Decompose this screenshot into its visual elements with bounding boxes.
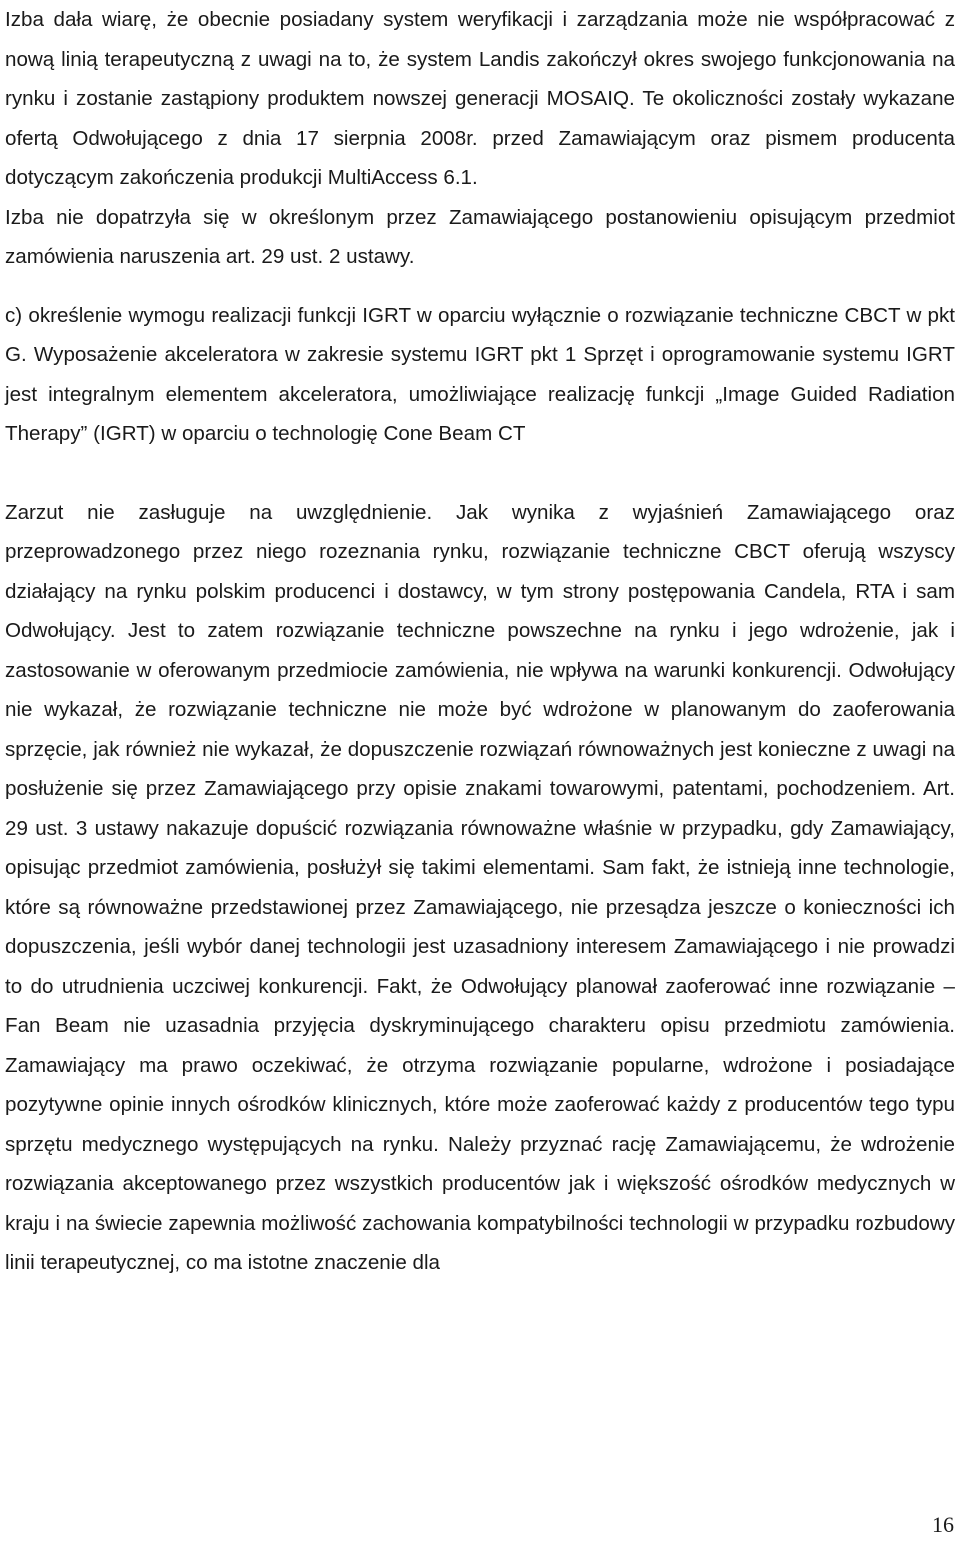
paragraph-art-29-ust-2: Izba nie dopatrzyła się w określonym przez Zamawiającego postanowieniu opisującym przedmiot zamówienia naruszenia art. 29 ust. 2 ustawy. [5, 205, 955, 268]
paragraph-spacer [5, 454, 955, 493]
document-body [5, 0, 955, 1283]
paragraph-point-c: c) określenie wymogu realizacji funkcji IGRT w oparciu wyłącznie o rozwiązanie techniczne CBCT w pkt G. Wyposażenie akceleratora w zakresie systemu IGRT pkt 1 Sprzęt i oprogramowanie systemu IGRT jest integralnym elementem akceleratora, umożliwiające realizację funkcji „Image Guided Radiation Therapy” (IGRT) w oparciu o technologię Cone Beam CT [5, 303, 955, 445]
paragraph-mosaiq: Izba dała wiarę, że obecnie posiadany system weryfikacji i zarządzania może nie współpracować z nową linią terapeutyczną z uwagi na to, że system Landis zakończył okres swojego funkcjonowania na rynku i zostanie zastąpiony produktem nowszej generacji MOSAIQ. Te okoliczności zostały wykazane ofertą Odwołującego z dnia 17 sierpnia 2008r. przed Zamawiającym oraz pismem producenta dotyczącym zakończenia produkcji MultiAccess 6.1. [5, 8, 955, 189]
paragraph-spacer [5, 277, 955, 296]
page-number: 16 [932, 1512, 954, 1537]
paragraph-zarzut: Zarzut nie zasługuje na uwzględnienie. Jak wynika z wyjaśnień Zamawiającego oraz przeprowadzonego przez niego rozeznania rynku, rozwiązanie techniczne CBCT oferują wszyscy działający na rynku polskim producenci i dostawcy, w tym strony postępowania Candela, RTA i sam Odwołujący. Jest to zatem rozwiązanie techniczne powszechne na rynku i jego wdrożenie, jak i zastosowanie w oferowanym przedmiocie zamówienia, nie wpływa na warunki konkurencji. Odwołujący nie wykazał, że rozwiązanie techniczne nie może być wdrożone w planowanym do zaoferowania sprzęcie, jak również nie wykazał, że dopuszczenie rozwiązań równoważnych jest konieczne z uwagi na posłużenie się przez Zamawiającego przy opisie znakami towarowymi, patentami, pochodzeniem. Art. 29 ust. 3 ustawy nakazuje dopuścić rozwiązania równoważne właśnie w przypadku, gdy Zamawiający, opisując przedmiot zamówienia, posłużył się takimi elementami. Sam fakt, że istnieją inne technologie, które są równoważne przedstawionej przez Zamawiającego, nie przesądza jeszcze o konieczności ich dopuszczenia, jeśli wybór danej technologii jest uzasadniony interesem Zamawiającego i nie prowadzi to do utrudnienia uczciwej konkurencji. Fakt, że Odwołujący planował zaoferować inne rozwiązanie – Fan Beam nie uzasadnia przyjęcia dyskryminującego charakteru opisu przedmiotu zamówienia. Zamawiający ma prawo oczekiwać, że otrzyma rozwiązanie popularne, wdrożone i posiadające pozytywne opinie innych ośrodków klinicznych, które może zaoferować każdy z producentów tego typu sprzętu medycznego występujących na rynku. Należy przyznać rację Zamawiającemu, że wdrożenie rozwiązania akceptowanego przez wszystkich producentów jak i większość ośrodków medycznych w kraju i na świecie zapewnia możliwość zachowania kompatybilności technologii w przypadku rozbudowy linii terapeutycznej, co ma istotne znaczenie dla [5, 500, 955, 1274]
